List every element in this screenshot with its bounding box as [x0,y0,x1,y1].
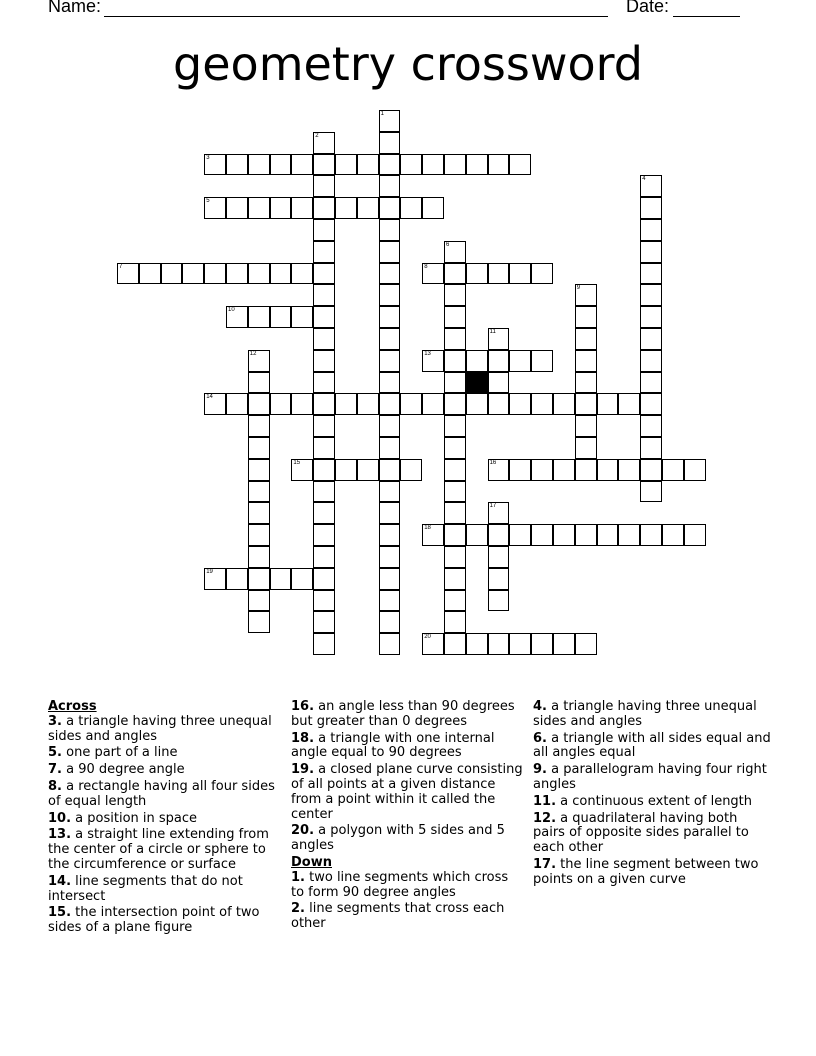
crossword-cell[interactable] [444,437,466,459]
clue-item [48,780,280,810]
crossword-cell[interactable] [379,350,401,372]
crossword-cell[interactable] [313,175,335,197]
cell-number: 15 [293,459,301,466]
crossword-cell[interactable] [270,154,292,176]
crossword-cell[interactable] [618,524,640,546]
cell-number: 16 [489,459,497,466]
crossword-cell[interactable] [226,197,248,219]
down-heading: Down [291,854,332,870]
crossword-cell[interactable] [313,372,335,394]
cell-number: 5 [206,198,210,205]
cell-number: 4 [642,176,646,183]
clues-column-3 [533,700,773,890]
clue-text: an angle less than 90 degrees but greater than 0 degrees [291,699,515,729]
crossword-cell[interactable] [226,154,248,176]
crossword-cell[interactable] [422,154,444,176]
clue-number: 9. [533,762,547,778]
crossword-cell[interactable] [509,633,531,655]
crossword-cell[interactable] [204,263,226,285]
crossword-cell[interactable] [379,524,401,546]
cell-number: 6 [446,241,450,248]
crossword-cell[interactable] [575,524,597,546]
crossword-cell[interactable] [291,459,313,481]
clue-text: a continuous extent of length [560,793,753,809]
crossword-cell[interactable] [248,611,270,633]
crossword-cell[interactable] [248,546,270,568]
clue-number: 17. [533,856,557,872]
crossword-cell[interactable] [248,568,270,590]
crossword-cell[interactable] [640,219,662,241]
crossword-cell[interactable] [444,502,466,524]
clue-text: a parallelogram having four right angles [533,762,767,792]
crossword-cell[interactable] [488,459,510,481]
crossword-cell[interactable] [444,306,466,328]
crossword-cell[interactable] [575,459,597,481]
crossword-cell[interactable] [509,459,531,481]
clues-column-1 [48,700,280,938]
crossword-cell[interactable] [509,524,531,546]
crossword-cell[interactable] [509,154,531,176]
clue-text: two line segments which cross to form 90 degree angles [291,869,509,900]
crossword-cell[interactable] [575,633,597,655]
crossword-cell[interactable] [444,154,466,176]
crossword-cell[interactable] [400,197,422,219]
clue-item [48,812,280,827]
crossword-cell[interactable] [379,546,401,568]
clue-item [48,906,280,936]
crossword-cell[interactable] [379,175,401,197]
clue-text: a triangle having three unequal sides and angles [533,699,757,729]
clue-number: 8. [48,778,62,794]
crossword-cell[interactable] [640,175,662,197]
clue-text: line segments that cross each other [291,901,505,932]
crossword-cell[interactable] [444,524,466,546]
crossword-cell[interactable] [313,393,335,415]
crossword-cell[interactable] [640,393,662,415]
crossword-cell[interactable] [379,633,401,655]
crossword-cell[interactable] [335,459,357,481]
crossword-cell[interactable] [204,393,226,415]
crossword-cell[interactable] [313,350,335,372]
crossword-cell[interactable] [488,633,510,655]
crossword-cell[interactable] [444,546,466,568]
crossword-cell[interactable] [640,372,662,394]
crossword-cell[interactable] [313,568,335,590]
crossword-cell[interactable] [488,263,510,285]
clue-item [291,902,523,932]
crossword-cell[interactable] [422,350,444,372]
crossword-cell[interactable] [379,219,401,241]
cell-number: 1 [380,111,384,117]
crossword-cell[interactable] [313,590,335,612]
crossword-cell[interactable] [640,437,662,459]
crossword-cell[interactable] [662,524,684,546]
clue-number: 19. [291,762,315,778]
crossword-cell[interactable] [400,393,422,415]
crossword-cell[interactable] [248,437,270,459]
crossword-cell[interactable] [575,284,597,306]
crossword-cell[interactable] [204,197,226,219]
crossword-cell[interactable] [248,350,270,372]
crossword-cell[interactable] [444,481,466,503]
across-heading: Across [48,699,97,714]
crossword-cell[interactable] [509,263,531,285]
crossword-cell[interactable] [270,306,292,328]
cell-number: 13 [424,350,431,357]
crossword-cell[interactable] [575,328,597,350]
crossword-cell[interactable] [270,197,292,219]
clue-number: 10. [48,810,72,826]
crossword-cell[interactable] [509,393,531,415]
black-cell [466,372,488,394]
crossword-cell[interactable] [640,459,662,481]
crossword-cell[interactable] [313,154,335,176]
crossword-cell[interactable] [313,306,335,328]
crossword-cell[interactable] [226,306,248,328]
crossword-cell[interactable] [379,590,401,612]
crossword-cell[interactable] [313,502,335,524]
crossword-cell[interactable] [357,154,379,176]
cell-number: 12 [249,350,257,357]
crossword-cell[interactable] [531,459,553,481]
crossword-cell[interactable] [357,197,379,219]
crossword-cell[interactable] [248,590,270,612]
crossword-cell[interactable] [422,197,444,219]
crossword-cell[interactable] [248,502,270,524]
crossword-cell[interactable] [204,568,226,590]
crossword-cell[interactable] [640,284,662,306]
clue-item [291,871,523,901]
clue-number: 11. [533,793,557,809]
clue-item [48,715,280,745]
crossword-cell[interactable] [248,459,270,481]
clue-number: 18. [291,730,315,746]
crossword-cell[interactable] [553,524,575,546]
clue-number: 4. [533,699,547,714]
clue-number: 12. [533,810,557,826]
crossword-cell[interactable] [270,393,292,415]
clue-number: 14. [48,873,72,889]
clue-item [291,763,523,822]
clue-number: 20. [291,823,315,839]
clue-text: a straight line extending from the center of a circle or sphere to the circumference or surface [48,827,269,872]
crossword-cell[interactable] [248,415,270,437]
crossword-cell[interactable] [313,263,335,285]
crossword-cell[interactable] [488,568,510,590]
clue-text: a rectangle having all four sides of equal length [48,778,275,809]
crossword-cell[interactable] [444,568,466,590]
crossword-cell[interactable] [379,481,401,503]
crossword-cell[interactable] [291,263,313,285]
crossword-cell[interactable] [640,481,662,503]
crossword-cell[interactable] [379,154,401,176]
crossword-cell[interactable] [161,263,183,285]
cell-number: 10 [228,307,235,314]
crossword-cell[interactable] [466,524,488,546]
crossword-cell[interactable] [226,393,248,415]
crossword-cell[interactable] [640,328,662,350]
crossword-cell[interactable] [597,459,619,481]
crossword-cell[interactable] [466,393,488,415]
crossword-cell[interactable] [379,502,401,524]
crossword-cell[interactable] [509,350,531,372]
clue-number: 2. [291,901,305,917]
cell-number: 18 [424,525,431,532]
clue-text: the intersection point of two sides of a plane figure [48,905,260,936]
crossword-cell[interactable] [400,154,422,176]
crossword-cell[interactable] [488,328,510,350]
cell-number: 3 [206,154,210,161]
crossword-cell[interactable] [379,263,401,285]
crossword-cell[interactable] [313,546,335,568]
crossword-cell[interactable] [488,524,510,546]
clue-item [533,858,773,888]
crossword-cell[interactable] [291,393,313,415]
clue-item [48,875,280,905]
crossword-cell[interactable] [553,393,575,415]
clue-number: 16. [291,699,315,714]
crossword-cell[interactable] [204,154,226,176]
crossword-cell[interactable] [444,241,466,263]
crossword-cell[interactable] [335,154,357,176]
clue-item [533,763,773,793]
crossword-cell[interactable] [248,306,270,328]
crossword-cell[interactable] [684,524,706,546]
crossword-cell[interactable] [291,568,313,590]
crossword-cell[interactable] [117,263,139,285]
crossword-cell[interactable] [466,633,488,655]
crossword-cell[interactable] [313,611,335,633]
crossword-cell[interactable] [488,590,510,612]
clue-item [48,763,280,778]
clue-number: 13. [48,827,72,843]
clue-item [48,828,280,872]
crossword-cell[interactable] [444,590,466,612]
crossword-cell[interactable] [597,524,619,546]
cell-number: 2 [315,132,319,139]
crossword-cell[interactable] [379,459,401,481]
crossword-cell[interactable] [270,263,292,285]
crossword-cell[interactable] [248,524,270,546]
clue-text: a 90 degree angle [66,762,185,778]
crossword-cell[interactable] [248,481,270,503]
crossword-cell[interactable] [335,197,357,219]
crossword-cell[interactable] [553,459,575,481]
clue-number: 1. [291,869,305,885]
crossword-cell[interactable] [640,197,662,219]
crossword-cell[interactable] [444,284,466,306]
crossword-cell[interactable] [313,524,335,546]
crossword-cell[interactable] [575,437,597,459]
crossword-cell[interactable] [488,372,510,394]
clue-text: a polygon with 5 sides and 5 angles [291,823,505,854]
clue-number: 3. [48,713,62,729]
crossword-cell[interactable] [248,263,270,285]
crossword-cell[interactable] [291,154,313,176]
cell-number: 9 [576,285,581,292]
crossword-cell[interactable] [444,393,466,415]
crossword-cell[interactable] [291,197,313,219]
crossword-cell[interactable] [182,263,204,285]
clue-text: a triangle with one internal angle equal to 90 degrees [291,730,495,761]
crossword-cell[interactable] [575,415,597,437]
crossword-cell[interactable] [139,263,161,285]
crossword-cell[interactable] [488,350,510,372]
crossword-cell[interactable] [379,393,401,415]
crossword-cell[interactable] [531,524,553,546]
name-label: Name: [48,0,102,16]
crossword-cell[interactable] [575,372,597,394]
clue-text: a position in space [75,810,198,826]
crossword-cell[interactable] [379,611,401,633]
clue-text: a closed plane curve consisting of all points at a given distance from a point within it called the center [291,762,523,822]
crossword-cell[interactable] [640,524,662,546]
crossword-cell[interactable] [313,415,335,437]
clue-text: a triangle having three unequal sides and angles [48,713,272,744]
crossword-cell[interactable] [379,241,401,263]
crossword-cell[interactable] [531,393,553,415]
clue-item [533,795,773,810]
crossword-cell[interactable] [313,328,335,350]
crossword-cell[interactable] [379,372,401,394]
crossword-cell[interactable] [313,481,335,503]
clue-text: line segments that do not intersect [48,873,243,904]
crossword-cell[interactable] [640,350,662,372]
crossword-cell[interactable] [313,633,335,655]
crossword-cell[interactable] [248,197,270,219]
crossword-cell[interactable] [640,415,662,437]
crossword-cell[interactable] [575,393,597,415]
cell-number: 20 [424,634,431,641]
crossword-cell[interactable] [313,132,335,154]
crossword-cell[interactable] [444,415,466,437]
crossword-cell[interactable] [313,459,335,481]
clue-number: 5. [48,745,62,761]
clue-text: a quadrilateral having both pairs of opposite sides parallel to each other [533,810,749,856]
crossword-cell[interactable] [379,284,401,306]
crossword-cell[interactable] [291,306,313,328]
crossword-cell[interactable] [379,110,401,132]
crossword-cell[interactable] [226,568,248,590]
cell-number: 7 [119,263,123,270]
clues-column-2 [291,700,523,934]
crossword-cell[interactable] [444,611,466,633]
clue-item [291,732,523,762]
crossword-cell[interactable] [488,154,510,176]
clue-text: a triangle with all sides equal and all angles equal [533,730,771,761]
cell-number: 8 [424,263,428,270]
crossword-cell[interactable] [313,437,335,459]
crossword-cell[interactable] [270,568,292,590]
crossword-cell[interactable] [575,350,597,372]
crossword-cell[interactable] [640,306,662,328]
crossword-cell[interactable] [662,459,684,481]
crossword-cell[interactable] [444,459,466,481]
crossword-cell[interactable] [553,633,575,655]
clue-item [291,700,523,730]
crossword-cell[interactable] [488,502,510,524]
crossword-cell[interactable] [575,306,597,328]
crossword-cell[interactable] [618,459,640,481]
crossword-cell[interactable] [248,154,270,176]
crossword-cell[interactable] [444,633,466,655]
crossword-cell[interactable] [313,241,335,263]
clue-item [48,746,280,761]
clue-item [533,700,773,730]
crossword-cell[interactable] [640,241,662,263]
crossword-cell[interactable] [531,350,553,372]
crossword-cell[interactable] [379,568,401,590]
crossword-cell[interactable] [422,393,444,415]
clue-item [533,812,773,856]
crossword-cell[interactable] [444,263,466,285]
cell-number: 19 [206,568,213,575]
crossword-cell[interactable] [313,197,335,219]
crossword-cell[interactable] [422,524,444,546]
crossword-cell[interactable] [313,284,335,306]
crossword-cell[interactable] [466,263,488,285]
cell-number: 11 [489,329,496,335]
cell-number: 17 [489,503,497,510]
crossword-cell[interactable] [379,197,401,219]
crossword-cell[interactable] [488,393,510,415]
crossword-cell[interactable] [444,328,466,350]
clue-number: 15. [48,905,72,921]
crossword-cell[interactable] [444,350,466,372]
crossword-cell[interactable] [226,263,248,285]
clue-item [291,824,523,854]
crossword-cell[interactable] [640,263,662,285]
crossword-cell[interactable] [618,393,640,415]
date-label: Date: [626,0,670,16]
crossword-cell[interactable] [379,328,401,350]
crossword-cell[interactable] [248,393,270,415]
crossword-cell[interactable] [313,219,335,241]
crossword-cell[interactable] [335,393,357,415]
crossword-cell[interactable] [531,633,553,655]
crossword-cell[interactable] [357,459,379,481]
crossword-cell[interactable] [466,350,488,372]
clue-item [533,732,773,762]
crossword-cell[interactable] [379,437,401,459]
clue-number: 6. [533,730,547,746]
crossword-cell[interactable] [488,546,510,568]
cell-number: 14 [206,394,213,401]
crossword-cell[interactable] [531,263,553,285]
crossword-cell[interactable] [422,263,444,285]
crossword-cell[interactable] [248,372,270,394]
crossword-cell[interactable] [379,132,401,154]
crossword-cell[interactable] [379,415,401,437]
clue-number: 7. [48,762,62,778]
clue-text: one part of a line [66,745,178,761]
crossword-cell[interactable] [597,393,619,415]
crossword-cell[interactable] [444,372,466,394]
crossword-cell[interactable] [379,306,401,328]
crossword-cell[interactable] [357,393,379,415]
crossword-cell[interactable] [422,633,444,655]
clue-text: the line segment between two points on a given curve [533,856,759,887]
crossword-cell[interactable] [684,459,706,481]
page-title: geometry crossword [173,37,643,91]
crossword-cell[interactable] [466,154,488,176]
crossword-cell[interactable] [400,459,422,481]
